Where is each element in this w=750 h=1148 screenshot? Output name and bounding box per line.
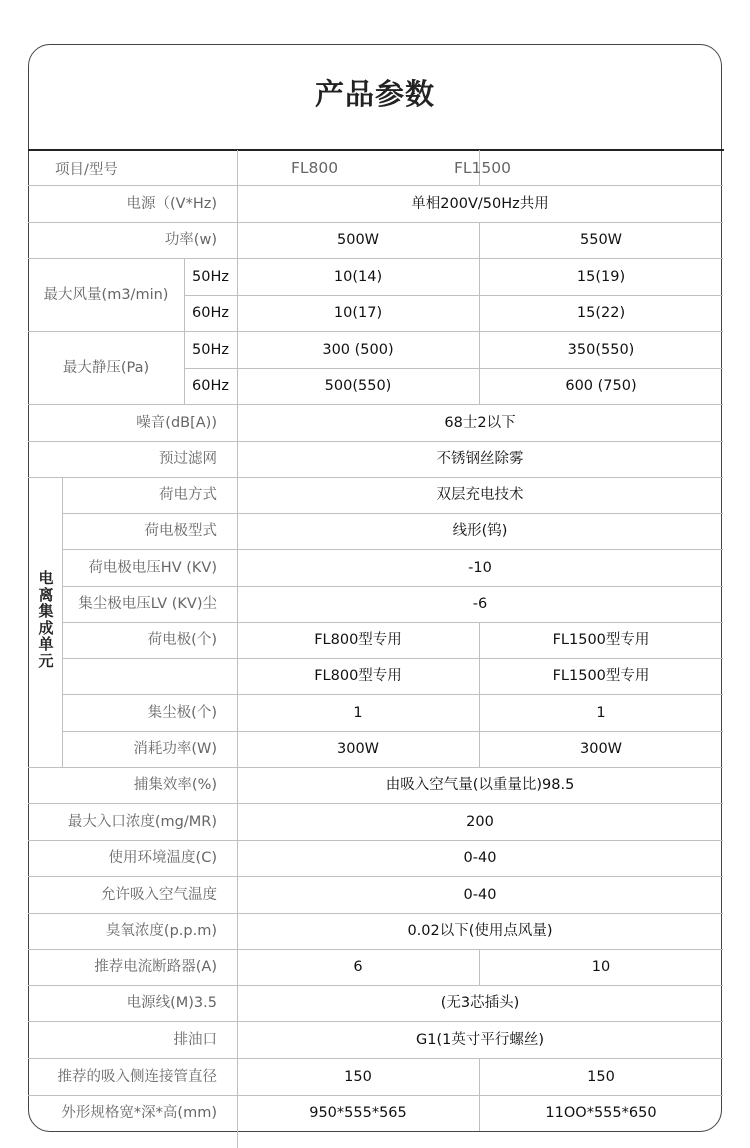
row-group-label: 最大风量(m3/min)	[43, 287, 169, 303]
row-value-fl800: 500W	[336, 232, 380, 248]
row-divider	[28, 185, 723, 186]
row-divider	[184, 368, 723, 369]
row-value-merged: 由吸入空气量(以重量比)98.5	[385, 777, 575, 793]
row-value-fl1500: FL1500型专用	[552, 668, 650, 684]
column-divider	[184, 258, 185, 404]
row-label: 允许吸入空气温度	[101, 887, 217, 903]
row-label: 集尘极电压LV (KV)尘	[78, 596, 217, 612]
row-label: 荷电极电压HV (KV)	[88, 560, 217, 576]
row-label: 集尘极(个)	[147, 705, 217, 721]
row-frequency: 60Hz	[192, 305, 229, 321]
column-divider	[479, 622, 480, 767]
row-divider	[62, 622, 723, 623]
row-divider	[62, 549, 723, 550]
row-divider	[28, 803, 723, 804]
row-value-merged: 不锈钢丝除雾	[436, 451, 524, 467]
header-divider	[28, 149, 724, 151]
row-value-fl1500: 350(550)	[567, 342, 635, 358]
header-label: 项目/型号	[55, 162, 118, 178]
row-label: 荷电极(个)	[147, 632, 217, 648]
row-value-merged: 单相200V/50Hz共用	[411, 196, 549, 212]
row-divider	[28, 876, 723, 877]
row-label: 最大入口浓度(mg/MR)	[67, 814, 217, 830]
row-value-fl800: 300W	[336, 741, 380, 757]
row-value-merged: 68士2以下	[444, 415, 516, 431]
row-label: 排油口	[173, 1032, 217, 1048]
row-value-fl800: 300 (500)	[322, 342, 394, 358]
row-divider	[28, 1021, 723, 1022]
row-value-fl800: 1	[353, 705, 363, 721]
row-value-fl800: FL800型专用	[314, 668, 402, 684]
row-label: 预过滤网	[159, 451, 217, 467]
row-value-merged: 200	[466, 814, 494, 830]
row-divider	[184, 295, 723, 296]
section-label-ionization-unit: 电离集成单元	[38, 569, 54, 670]
row-frequency: 50Hz	[192, 269, 229, 285]
row-value-merged: -6	[472, 596, 488, 612]
row-divider	[28, 1058, 723, 1059]
row-divider	[62, 586, 723, 587]
row-value-merged: 0-40	[463, 887, 497, 903]
row-divider	[28, 331, 723, 332]
row-value-merged: 0.02以下(使用点风量)	[407, 923, 553, 939]
row-divider	[28, 949, 723, 950]
row-value-merged: 0-40	[463, 850, 497, 866]
row-divider	[28, 913, 723, 914]
row-label: 功率(w)	[164, 232, 217, 248]
header-model-fl800: FL800	[291, 159, 339, 177]
row-value-merged: (无3芯插头)	[440, 995, 520, 1011]
row-divider	[62, 694, 723, 695]
row-divider	[62, 658, 723, 659]
row-value-fl800: 500(550)	[324, 378, 392, 394]
row-label: 捕集效率(%)	[133, 777, 217, 793]
row-label: 使用环境温度(C)	[108, 850, 217, 866]
row-value-merged: -10	[468, 560, 492, 576]
row-label: 外形规格宽*深*高(mm)	[61, 1105, 217, 1121]
row-label: 荷电方式	[159, 487, 217, 503]
row-label: 消耗功率(W)	[133, 741, 217, 757]
row-divider	[62, 513, 723, 514]
row-label: 电源（(V*Hz)	[126, 196, 217, 212]
row-divider	[62, 731, 723, 732]
row-value-fl1500: 15(19)	[576, 269, 626, 285]
row-label: 推荐的吸入侧连接管直径	[57, 1069, 217, 1085]
row-value-fl800: 10(14)	[333, 269, 383, 285]
column-divider	[237, 150, 238, 1148]
column-divider	[62, 477, 63, 767]
row-divider	[28, 258, 723, 259]
row-value-merged: 线形(钨)	[452, 523, 508, 539]
row-frequency: 50Hz	[192, 342, 229, 358]
row-frequency: 60Hz	[192, 378, 229, 394]
row-value-fl1500: 150	[587, 1069, 615, 1085]
row-divider	[28, 222, 723, 223]
row-value-fl1500: 300W	[579, 741, 623, 757]
row-label: 荷电极型式	[144, 523, 217, 539]
column-divider	[479, 222, 480, 404]
column-divider	[479, 949, 480, 985]
row-divider	[28, 404, 723, 405]
row-value-fl800: 10(17)	[333, 305, 383, 321]
row-value-fl1500: 1	[596, 705, 606, 721]
row-value-merged: 双层充电技术	[436, 487, 524, 503]
row-value-fl1500: 550W	[579, 232, 623, 248]
row-value-fl1500: 15(22)	[576, 305, 626, 321]
row-divider	[28, 840, 723, 841]
row-group-label: 最大静压(Pa)	[62, 360, 150, 376]
row-value-fl800: FL800型专用	[314, 632, 402, 648]
row-value-fl800: 6	[353, 959, 363, 975]
header-model-fl1500: FL1500	[454, 159, 511, 177]
row-value-fl800: 950*555*565	[309, 1105, 407, 1121]
row-value-fl1500: 11OO*555*650	[545, 1105, 657, 1121]
row-divider	[28, 1095, 723, 1096]
row-value-fl1500: 10	[591, 959, 611, 975]
row-value-fl1500: FL1500型专用	[552, 632, 650, 648]
row-label: 电源线(M)3.5	[126, 995, 217, 1011]
row-label: 推荐电流断路器(A)	[94, 959, 217, 975]
row-divider	[28, 767, 723, 768]
row-value-fl1500: 600 (750)	[565, 378, 637, 394]
row-value-fl800: 150	[344, 1069, 372, 1085]
row-divider	[28, 985, 723, 986]
row-label: 臭氧浓度(p.p.m)	[105, 923, 217, 939]
row-divider	[28, 477, 723, 478]
row-label: 噪音(dB[A))	[136, 415, 217, 431]
row-divider	[28, 441, 723, 442]
page-title: 产品参数	[314, 77, 435, 111]
column-divider	[479, 1058, 480, 1131]
row-value-merged: G1(1英寸平行螺丝)	[415, 1032, 545, 1048]
